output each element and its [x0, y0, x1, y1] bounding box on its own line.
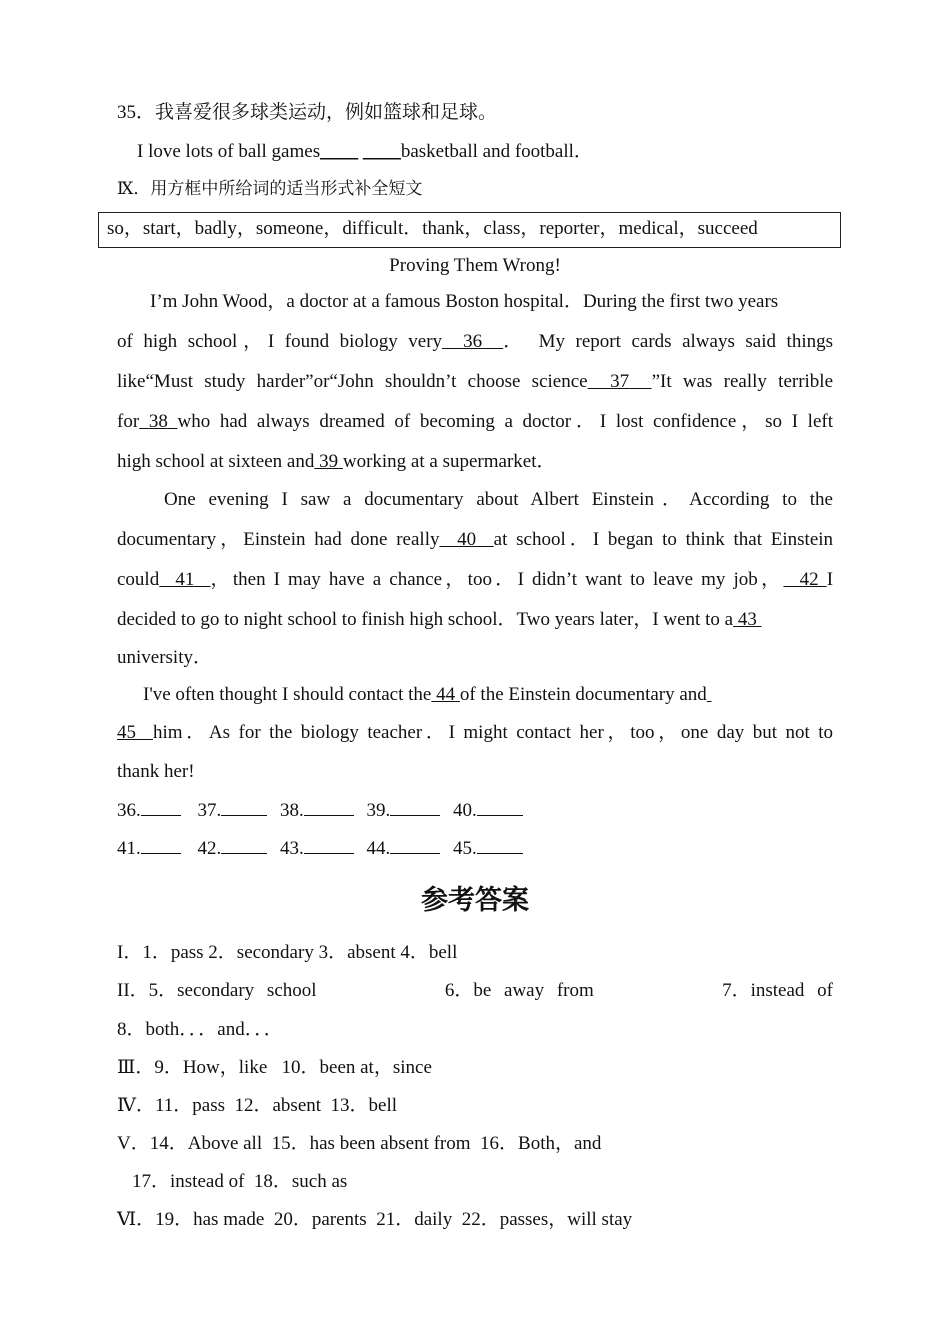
answer-line: I．1．pass 2．secondary 3．absent 4．bell	[117, 942, 458, 963]
passage-line: high school at sixteen and 39 working at a supermarket．	[117, 451, 556, 472]
answer-line: 8．both．．．and．．．	[117, 1019, 283, 1040]
blank-37: 37	[610, 371, 630, 392]
word-box: so，start，badly，someone，difficult．thank，class，reporter，medical，succeed	[98, 212, 841, 248]
answer-line: Ⅵ．19．has made 20．parents 21．daily 22．passes，will stay	[117, 1209, 633, 1230]
answer-line: Ⅲ．9．How，like 10．been at，since	[117, 1057, 432, 1078]
q35-prompt: 35．我喜爱很多球类运动，例如篮球和足球。	[117, 102, 498, 123]
passage-line: documentary，Einstein had done really 40 at school．I began to think that Einstein	[117, 529, 834, 550]
passage-line: One evening I saw a documentary about Albert Einstein．According to the	[164, 489, 833, 510]
q35-blank-2: ____	[362, 141, 401, 162]
passage-line: for 38 who had always dreamed of becoming a doctor．I lost confidence，so I left	[117, 411, 833, 432]
passage-line: I’m John Wood，a doctor at a famous Boston hospital．During the first two years	[150, 291, 779, 312]
blank-42: 42	[799, 569, 819, 590]
answer-row-2: 41. 42. 43. 44. 45.	[117, 835, 833, 862]
answer-row-1: 36. 37. 38. 39. 40.	[117, 797, 833, 824]
q35-blank-1: ____	[320, 141, 359, 162]
section9-title: Ⅸ．用方框中所给词的适当形式补全短文	[117, 179, 423, 198]
passage-title: Proving Them Wrong!	[389, 255, 561, 276]
passage-line: university．	[117, 647, 212, 668]
q35-sentence	[137, 139, 853, 165]
passage-line: 45 him．As for the biology teacher．I might contact her，too，one day but not to	[117, 722, 833, 743]
blank-43: 43	[737, 609, 757, 630]
answer-line: 17．instead of 18．such as	[132, 1171, 348, 1192]
passage-line: could 41 ，then I may have a chance，too．I didn’t want to leave my job， 42 I	[117, 569, 834, 590]
blank-40: 40	[457, 529, 477, 550]
passage-line: of high school，I found biology very 36 ． My report cards always said things	[117, 331, 834, 352]
passage-line: decided to go to night school to finish high school．Two years later，I went to a 43	[117, 607, 833, 633]
passage-line: thank her!	[117, 761, 195, 782]
blank-36: 36	[463, 331, 483, 352]
answer-line: Ⅳ．11．pass 12．absent 13．bell	[117, 1095, 398, 1116]
passage-line: I've often thought I should contact the 44 of the Einstein documentary and	[143, 684, 707, 705]
passage-line: like“Must study harder”or“John shouldn’t choose science 37 ”It was really terrible	[117, 371, 834, 392]
blank-39: 39	[319, 451, 339, 472]
blank-45: 45	[117, 722, 136, 743]
answer-line: V．14．Above all 15．has been absent from 16．Both，and	[117, 1133, 602, 1154]
blank-44: 44	[436, 684, 456, 705]
q35-after: basketball and football．	[400, 141, 593, 162]
answers-title: 参考答案	[421, 885, 529, 915]
blank-41: 41	[175, 569, 195, 590]
answer-line: II．5．secondary school 6．be away from 7．instead of	[117, 980, 833, 1001]
q35-before: I love lots of ball games	[137, 141, 321, 162]
blank-38: 38	[148, 411, 168, 432]
